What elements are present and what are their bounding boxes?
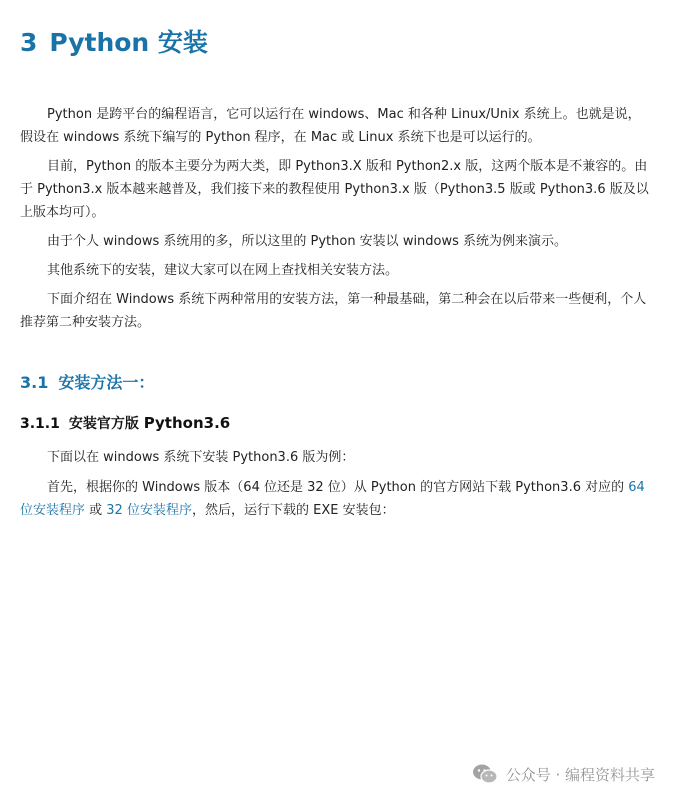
paragraph-other-systems: 其他系统下的安装，建议大家可以在网上查找相关安装方法。 [47, 263, 399, 278]
paragraph-download [20, 476, 650, 522]
chapter-number: 3 [20, 28, 38, 57]
paragraph-windows-demo: 由于个人 windows 系统用的多，所以这里的 Python 安装以 windows 系统为例来演示。 [47, 234, 568, 249]
subsection-title-cn: 安装官方版 [68, 416, 144, 432]
link-32bit-installer[interactable]: 32 位安装程序 [106, 503, 192, 518]
section-heading [20, 371, 154, 395]
download-text-prefix: 首先，根据你的 Windows 版本（64 位还是 32 位）从 Python 的官方网站下载 Python3.6 对应的 [47, 480, 629, 495]
wechat-icon [472, 763, 498, 785]
section-number: 3.1 [20, 373, 49, 392]
subsection-heading [20, 412, 230, 435]
paragraph-install-intro: 下面以在 windows 系统下安装 Python3.6 版为例： [47, 450, 355, 465]
paragraph-two-methods: 下面介绍在 Windows 系统下两种常用的安装方法，第一种最基础，第二种会在以后带来一些便利，个人推荐第二种安装方法。 [20, 292, 647, 330]
subsection-number: 3.1.1 [20, 416, 60, 432]
download-text-mid: 或 [85, 503, 107, 518]
link-64bit-installer[interactable]: 64 位安装程序 [20, 480, 645, 518]
chapter-title: Python 安装 [49, 28, 208, 57]
paragraph-versions: 目前，Python 的版本主要分为两大类，即 Python3.X 版和 Python2.x 版，这两个版本是不兼容的。由于 Python3.x 版本越来越普及，我们接下来的教程使用 Python3.x 版（Python3.5 版或 Python3.6 版及以上版本均可）。 [20, 159, 649, 220]
download-text-suffix: ，然后，运行下载的 EXE 安装包： [191, 503, 395, 518]
watermark [472, 762, 655, 786]
chapter-heading [20, 26, 208, 60]
section-title: 安装方法一： [58, 373, 155, 392]
paragraph-cross-platform: Python 是跨平台的编程语言，它可以运行在 windows、Mac 和各种 Linux/Unix 系统上。也就是说，假设在 windows 系统下编写的 Python 程序，在 Mac 或 Linux 系统下也是可以运行的。 [20, 107, 641, 145]
subsection-title-python: Python3.6 [143, 414, 231, 432]
watermark-text: 公众号 · 编程资料共享 [505, 765, 655, 784]
